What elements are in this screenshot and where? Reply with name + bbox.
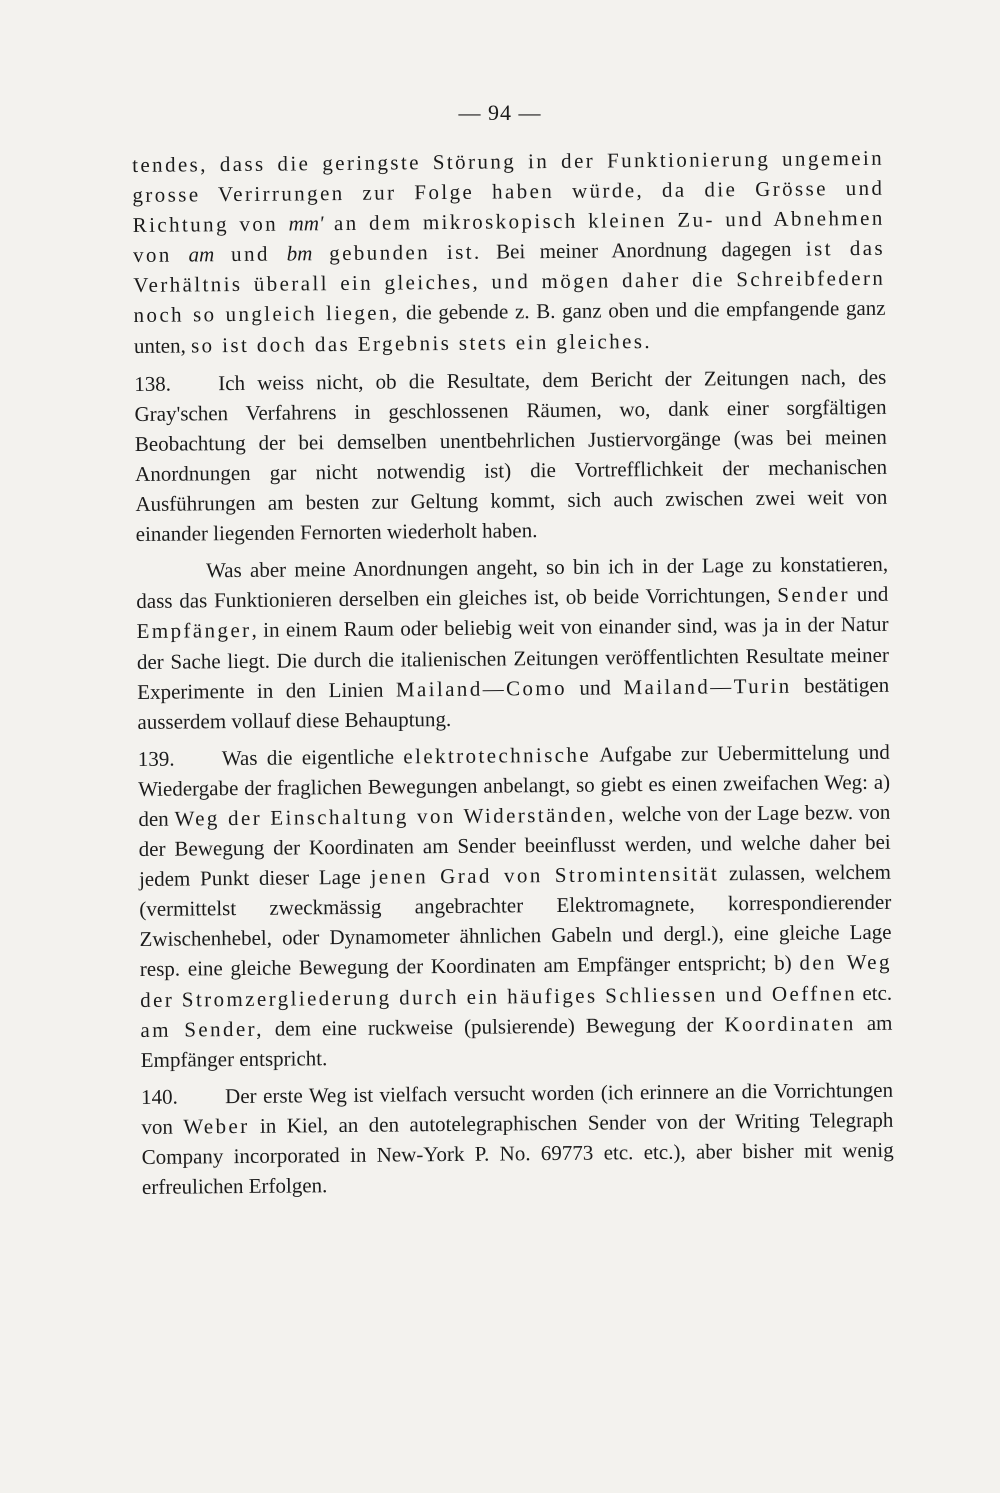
spaced-emphasis-text: so ist doch das Ergebnis stets ein gleiches.: [190, 328, 653, 358]
body-text: Aufgabe zur Uebermittelung und Wiedergabe der fraglichen Bewegungen anbelangt, so giebt es einen zweifachen Weg: a) den: [138, 739, 891, 831]
body-text: , in einem Raum oder beliebig weit von einander sind, was ja in der Natur der Sache liegt. Die durch die italienischen Zeitungen veröffentlichten Resultate meiner Experimente in den Linien: [136, 612, 889, 704]
body-text: Bei meiner Anordnung dagegen: [481, 236, 806, 264]
page-body: [132, 143, 894, 1209]
body-text: in Kiel, an den autotelegraphischen Sender von der Writing Telegraph Company incorporated in New-York P. No. 69773 etc. etc.), aber bisher mit wenig erfreulichen Erfolgen.: [141, 1107, 894, 1200]
italic-symbol: am: [188, 242, 215, 267]
body-text: Was die eigentliche: [221, 744, 404, 770]
body-text: Ich weiss nicht, ob die Resultate, dem Bericht der Zeitungen nach, des Gray'schen Verfahrens in geschlossenen Räumen, wo, dank einer sorgfältigen Beobachtung der bei demselben unentbehrlichen Justiervorgänge (was bei meinen Anordnungen gar nicht notwendig ist) die Vortrefflichkeit der mechanischen Ausführungen am besten zur Geltung kommt, sich auch zwischen zwei weit von einander liegenden Fernorten wiederholt haben.: [134, 364, 888, 547]
spaced-emphasis-text: Sender: [777, 582, 851, 608]
paragraph-p138: [134, 361, 888, 549]
spaced-emphasis-text: Weber: [183, 1113, 250, 1139]
body-text: und: [849, 582, 889, 607]
spaced-emphasis-text: ist das Verhältnis überall ein gleiches, und mögen daher die Schreibfedern noch so ungleich liegen,: [133, 236, 886, 328]
body-text: die gebende z. B. ganz oben und die empfangende ganz unten,: [133, 296, 886, 358]
section-number: 138.: [134, 371, 172, 396]
spaced-emphasis-text: jenen Grad von Stromintensität: [370, 861, 720, 889]
spaced-emphasis-text: Weg der Einschaltung von Widerständen,: [174, 802, 616, 831]
body-text: zulassen, welchem (vermittelst zweckmässig angebrachter Elektromagnete, korrespondierender Zwischenhebel, oder Dynamometer ähnlichen Gabeln und dergl.), eine gleiche Lage resp. eine gleiche Bewegung der Koordinaten am Empfänger entspricht; b): [139, 859, 892, 982]
section-number: 140.: [140, 1084, 178, 1109]
body-text: Was aber meine Anordnungen angeht, so bin ich in der Lage zu konstatieren, dass das Funktionieren derselben ein gleiches ist, ob beide Vorrichtungen,: [136, 551, 889, 614]
spaced-emphasis-text: gebunden ist.: [312, 239, 482, 266]
body-text: bestätigen ausserdem vollauf diese Behauptung.: [137, 672, 890, 734]
spaced-emphasis-text: Empfänger: [136, 618, 252, 644]
paragraph-p140: [141, 1075, 894, 1203]
spaced-emphasis-text: Mailand—Como: [395, 675, 568, 702]
spaced-emphasis-text: elektrotechnische: [403, 742, 592, 769]
spaced-emphasis-text: Koordinaten: [724, 1010, 856, 1036]
spaced-emphasis-text: Mailand—Turin: [623, 673, 792, 699]
spaced-emphasis-text: am Sender,: [140, 1016, 264, 1042]
body-text: welche von der Lage bezw. von der Bewegung der Koordinaten am Sender beeinflusst werden, und welche daher bei jedem Punkt dieser Lage: [138, 799, 891, 892]
italic-symbol: bm: [286, 241, 313, 266]
italic-symbol: mm': [288, 211, 324, 236]
section-number: 139.: [137, 746, 175, 771]
page-number: — 94 —: [458, 100, 542, 125]
body-text: am Empfänger entspricht.: [140, 1010, 893, 1072]
spaced-emphasis-text: an dem mikroskopisch kleinen Zu- und Abnehmen von: [132, 205, 885, 268]
paragraph-p138b: [136, 549, 890, 737]
spaced-emphasis-text: und: [214, 241, 287, 267]
body-text: dem eine ruckweise (pulsierende) Bewegung der: [263, 1011, 725, 1041]
body-text: etc.: [856, 980, 893, 1005]
spaced-emphasis-text: den Weg der Stromzergliederung durch ein häufiges Schliessen und Oeffnen: [140, 950, 892, 1012]
paragraph-p139: [138, 737, 893, 1075]
body-text: Der erste Weg ist vielfach versucht worden (ich erinnere an die Vorrichtungen von: [141, 1077, 894, 1139]
spaced-emphasis-text: tendes, dass die geringste Störung in der Funktionierung ungemein grosse Verirrungen zur Folge haben würde, da die Grösse und Richtung von: [132, 145, 885, 238]
body-text: und: [566, 674, 624, 700]
paragraph-p_continuation: [132, 143, 886, 361]
